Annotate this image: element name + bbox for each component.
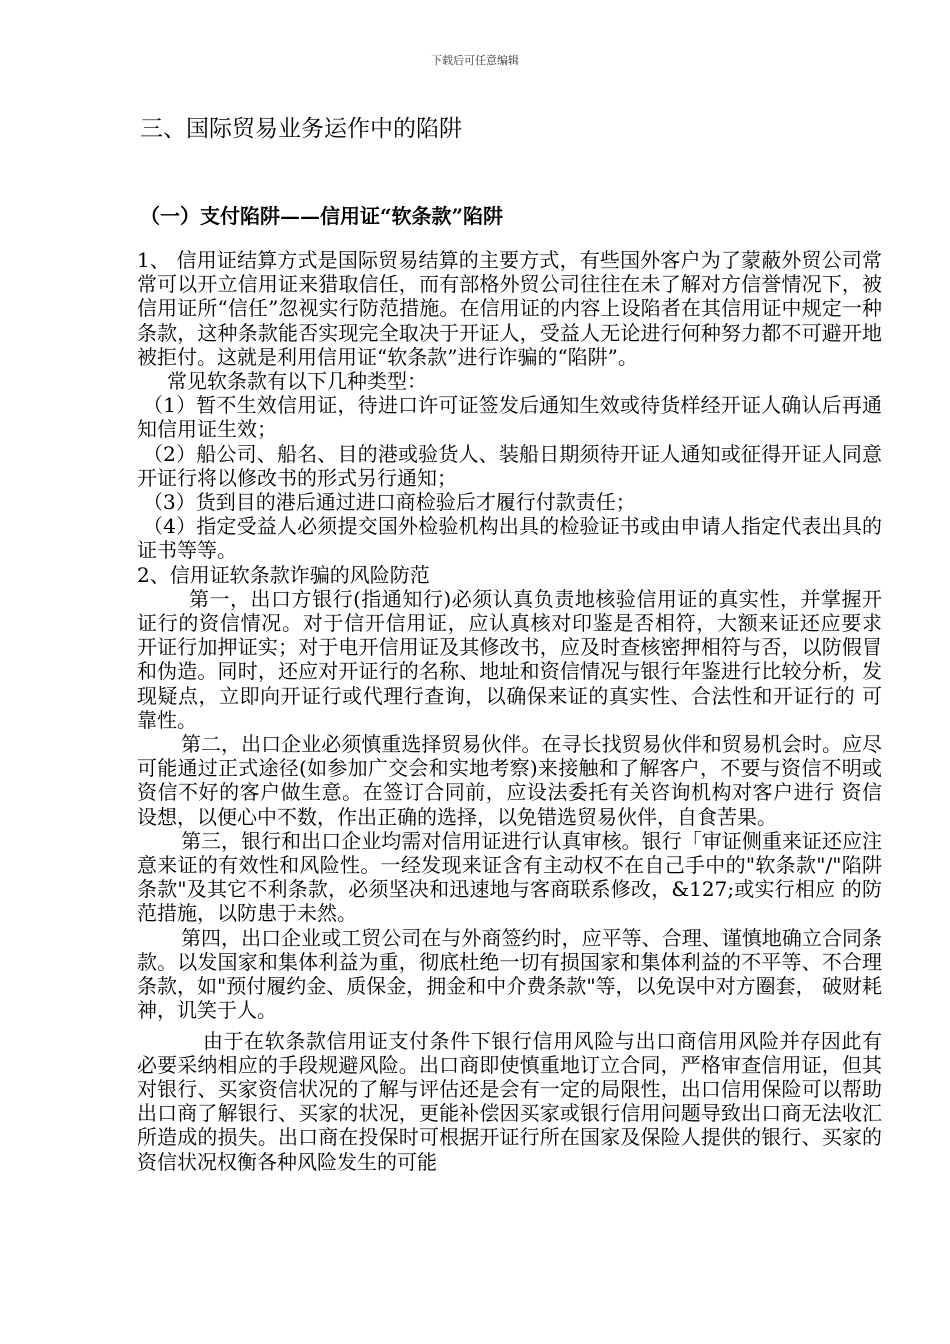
paragraph-intro: 1、 信用证结算方式是国际贸易结算的主要方式，有些国外客户为了蒙蔽外贸公司常常可以开立信用证来猎取信任，而有部格外贸公司往往在未了解对方信誉情况下，被信用证所“信任”忽视实行防范措施。在信用证的内容上设陷者在其信用证中规定一种条款，这种条款能否实现完全取决于开证人，受益人无论进行何种努力都不可避开地被拒付。这就是利用信用证“软条款”进行诈骗的“陷阱”。 — [137, 248, 882, 369]
paragraph-type-2: （2）船公司、船名、目的港或验货人、装船日期须待开证人通知或征得开证人同意开证行将以修改书的形式另行通知； — [137, 441, 882, 490]
paragraph-type-1: （1）暂不生效信用证，待进口许可证签发后通知生效或待货样经开证人确认后再通知信用证生效； — [137, 393, 882, 442]
paragraph-first: 第一，出口方银行(指通知行)必须认真负责地核验信用证的真实性，并掌握开证行的资信情况。对于信开信用证，应认真核对印鉴是否相符，大额来证还应要求 开证行加押证实；对于电开信用证及其修改书，应及时查核密押相符与否，以防假冒和伪造。同时，还应对开证行的名称、地址和资信情况与银行年鉴进行比较分析，发现疑点，立即向开证行或代理行查询，以确保来证的真实性、合法性和开证行的 可靠性。 — [137, 586, 882, 732]
paragraph-fourth: 第四，出口企业或工贸公司在与外商签约时，应平等、合理、谨慎地确立合同条款。以发国家和集体利益为重，彻底杜绝一切有损国家和集体利益的不平等、不合理条款，如"预付履约金、质保金，拥金和中介费条款"等，以免误中对方圈套， 破财耗神，讥笑于人。 — [137, 925, 882, 1023]
paragraph-risk-heading: 2、信用证软条款诈骗的风险防范 — [137, 562, 430, 587]
section-title: 三、国际贸易业务运作中的陷阱 — [140, 116, 462, 142]
paragraph-type-3: （3）货到目的港后通过进口商检验后才履行付款责任； — [143, 490, 636, 515]
sub-title: （一）支付陷阱——信用证“软条款”陷阱 — [140, 204, 504, 228]
body-text — [137, 248, 882, 1174]
paragraph-type-4: （4）指定受益人必须提交国外检验机构出具的检验证书或由申请人指定代表出具的证书等等。 — [137, 514, 882, 563]
paragraph-third: 第三，银行和出口企业均需对信用证进行认真审核。银行「审证侧重来证还应注意来证的有效性和风险性。一经发现来证含有主动权不在自己手中的"软条款"/"陷阱条款"及其它不利条款，必须坚决和迅速地与客商联系修改，&127;或实行相应 的防范措施，以防患于未然。 — [137, 828, 882, 926]
paragraph-types-heading: 常见软条款有以下几种类型： — [167, 369, 427, 394]
paragraph-insurance: 由于在软条款信用证支付条件下银行信用风险与出口商信用风险并存因此有必要采纳相应的手段规避风险。出口商即使慎重地订立合同，严格审查信用证，但其对银行、买家资信状况的了解与评估还是会有一定的局限性，出口信用保险可以帮助出口商了解银行、买家的状况，更能补偿因买家或银行信用问题导致出口商无法收汇所造成的损失。出口商在投保时可根据开证行所在国家及保险人提供的银行、买家的资信状况权衡各种风险发生的可能 — [137, 1028, 882, 1174]
header-note: 下载后可任意编辑 — [431, 54, 519, 67]
paragraph-second: 第二，出口企业必须慎重选择贸易伙伴。在寻长找贸易伙伴和贸易机会时。应尽可能通过正式途径(如参加广交会和实地考察)来接触和了解客户，不要与资信不明或资信不好的客户做生意。在签订合同前，应设法委托有关咨询机构对客户进行 资信设想，以便心中不数，作出正确的选择，以免错选贸易伙伴，自食苦果。 — [137, 732, 882, 829]
